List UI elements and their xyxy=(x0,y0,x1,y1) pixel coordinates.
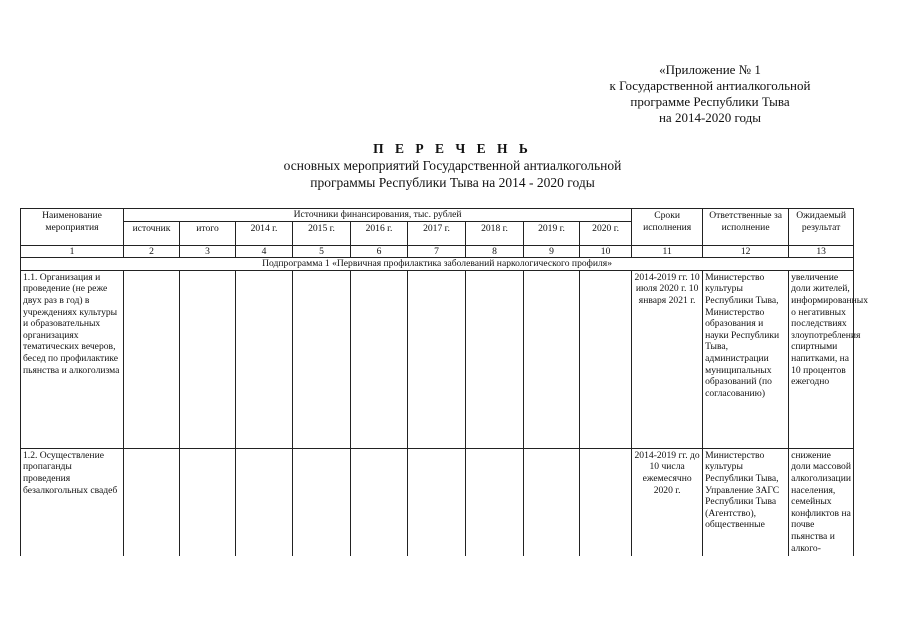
header-total: итого xyxy=(180,221,236,245)
column-number: 4 xyxy=(236,245,293,258)
header-year: 2018 г. xyxy=(466,221,524,245)
empty-cell xyxy=(236,270,293,448)
column-number: 11 xyxy=(632,245,703,258)
measure-name: 1.2. Осуществление пропаганды проведения безалкогольных свадеб xyxy=(21,448,124,556)
empty-cell xyxy=(466,270,524,448)
column-number: 1 xyxy=(21,245,124,258)
header-year: 2015 г. xyxy=(293,221,351,245)
subprogram-row xyxy=(21,258,854,271)
measure-responsible: Министерство культуры Республики Тыва, Управление ЗАГС Республики Тыва (Агентство), общественные xyxy=(703,448,789,556)
document-subtitle-line: основных мероприятий Государственной антиалкогольной xyxy=(283,158,622,173)
header-source: источник xyxy=(124,221,180,245)
measure-terms: 2014-2019 гг. до 10 числа ежемесячно 2020 г. xyxy=(632,448,703,556)
empty-cell xyxy=(236,448,293,556)
header-name: Наименование мероприятия xyxy=(21,209,124,246)
appendix-line: на 2014-2020 годы xyxy=(658,110,762,125)
empty-cell xyxy=(408,270,466,448)
empty-cell xyxy=(180,270,236,448)
measure-result: увеличение доли жителей, информированных о негативных последствиях злоупотребления спиртными напитками, на 10 процентов ежегодно xyxy=(789,270,854,448)
column-number: 13 xyxy=(789,245,854,258)
column-number: 12 xyxy=(703,245,789,258)
measure-result: снижение доли массовой алкоголизации населения, семейных конфликтов на почве пьянства и алкого- xyxy=(789,448,854,556)
header-year: 2020 г. xyxy=(580,221,632,245)
empty-cell xyxy=(293,448,351,556)
empty-cell xyxy=(124,270,180,448)
empty-cell xyxy=(124,448,180,556)
table-row xyxy=(21,448,854,556)
empty-cell xyxy=(293,270,351,448)
header-year: 2017 г. xyxy=(408,221,466,245)
empty-cell xyxy=(351,270,408,448)
empty-cell xyxy=(524,448,580,556)
document-subtitle-line: программы Республики Тыва на 2014 - 2020 годы xyxy=(310,175,595,190)
title-block xyxy=(0,140,905,191)
table-row xyxy=(21,270,854,448)
measure-responsible: Министерство культуры Республики Тыва, Министерство образования и науки Республики Тыва, администрации муниципальных образований (по согласованию) xyxy=(703,270,789,448)
appendix-block xyxy=(560,62,860,126)
empty-cell xyxy=(351,448,408,556)
empty-cell xyxy=(180,448,236,556)
document-title: П Е Р Е Ч Е Н Ь xyxy=(373,141,532,156)
header-responsible: Ответственные за исполнение xyxy=(703,209,789,246)
header-row xyxy=(21,209,854,222)
appendix-line: к Государственной антиалкогольной xyxy=(609,78,811,93)
column-number: 2 xyxy=(124,245,180,258)
column-number: 6 xyxy=(351,245,408,258)
header-result: Ожидаемый результат xyxy=(789,209,854,246)
measure-name: 1.1. Организация и проведение (не реже двух раз в год) в учреждениях культуры и образовательных организациях тематических вечеров, бесед по профилактике пьянства и алкоголизма xyxy=(21,270,124,448)
measure-terms: 2014-2019 гг. 10 июля 2020 г. 10 января 2021 г. xyxy=(632,270,703,448)
empty-cell xyxy=(408,448,466,556)
header-year: 2019 г. xyxy=(524,221,580,245)
appendix-line: «Приложение № 1 xyxy=(659,62,761,77)
empty-cell xyxy=(580,448,632,556)
column-number: 9 xyxy=(524,245,580,258)
empty-cell xyxy=(466,448,524,556)
empty-cell xyxy=(524,270,580,448)
header-year: 2016 г. xyxy=(351,221,408,245)
column-number: 3 xyxy=(180,245,236,258)
header-financing: Источники финансирования, тыс. рублей xyxy=(124,209,632,222)
empty-cell xyxy=(580,270,632,448)
column-number: 10 xyxy=(580,245,632,258)
subprogram-title: Подпрограмма 1 «Первичная профилактика заболеваний наркологического профиля» xyxy=(21,258,854,271)
header-terms: Сроки исполнения xyxy=(632,209,703,246)
column-number: 7 xyxy=(408,245,466,258)
header-year: 2014 г. xyxy=(236,221,293,245)
column-number-row xyxy=(21,245,854,258)
appendix-line: программе Республики Тыва xyxy=(630,94,790,109)
column-number: 5 xyxy=(293,245,351,258)
measures-table xyxy=(20,208,869,556)
column-number: 8 xyxy=(466,245,524,258)
